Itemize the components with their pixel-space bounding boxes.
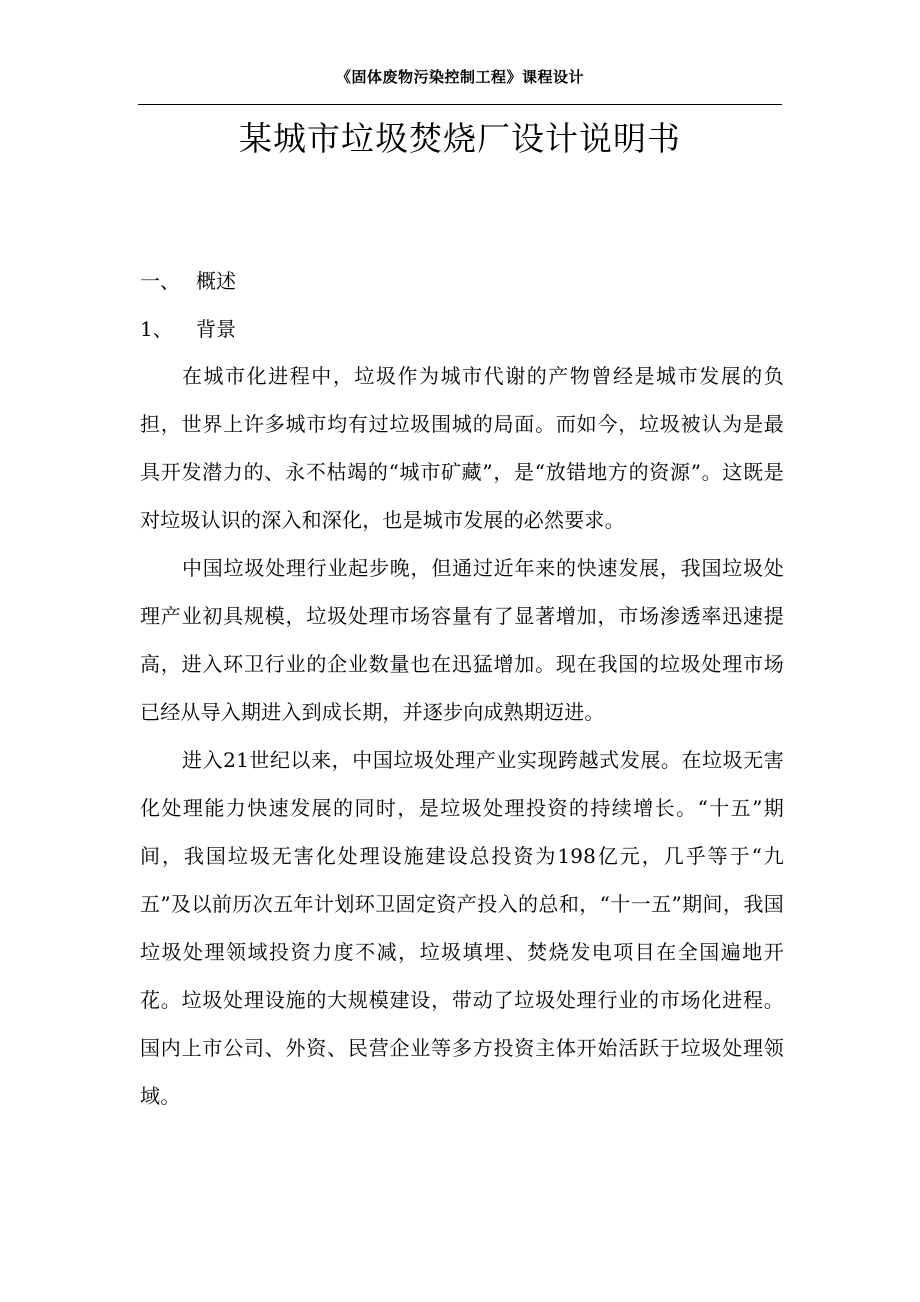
document-title: 某城市垃圾焚烧厂设计说明书 [239, 119, 681, 158]
body-text [140, 352, 784, 1120]
header-divider [138, 104, 782, 105]
running-header: 《固体废物污染控制工程》课程设计 [335, 68, 584, 86]
subsection-heading-background [140, 314, 236, 344]
section-title: 概述 [196, 269, 236, 293]
subsection-number: 1、 [140, 317, 173, 341]
paragraph-2: 中国垃圾处理行业起步晚，但通过近年来的快速发展，我国垃圾处理产业初具规模，垃圾处理市场容量有了显著增加，市场渗透率迅速提高，进入环卫行业的企业数量也在迅猛增加。现在我国的垃圾处理市场已经从导入期进入到成长期，并逐步向成熟期迈进。 [140, 556, 784, 724]
paragraph-3: 进入21世纪以来，中国垃圾处理产业实现跨越式发展。在垃圾无害化处理能力快速发展的同时，是垃圾处理投资的持续增长。“十五”期间，我国垃圾无害化处理设施建设总投资为198亿元，几乎等于“九五”及以前历次五年计划环卫固定资产投入的总和，“十一五”期间，我国垃圾处理领域投资力度不减，垃圾填埋、焚烧发电项目在全国遍地开花。垃圾处理设施的大规模建设，带动了垃圾处理行业的市场化进程。国内上市公司、外资、民营企业等多方投资主体开始活跃于垃圾处理领域。 [140, 748, 784, 1108]
section-number: 一、 [140, 269, 180, 293]
section-heading-overview [140, 266, 236, 296]
subsection-title: 背景 [196, 317, 236, 341]
paragraph-1: 在城市化进程中，垃圾作为城市代谢的产物曾经是城市发展的负担，世界上许多城市均有过垃圾围城的局面。而如今，垃圾被认为是最具开发潜力的、永不枯竭的“城市矿藏”，是“放错地方的资源”。这既是对垃圾认识的深入和深化，也是城市发展的必然要求。 [140, 364, 784, 532]
